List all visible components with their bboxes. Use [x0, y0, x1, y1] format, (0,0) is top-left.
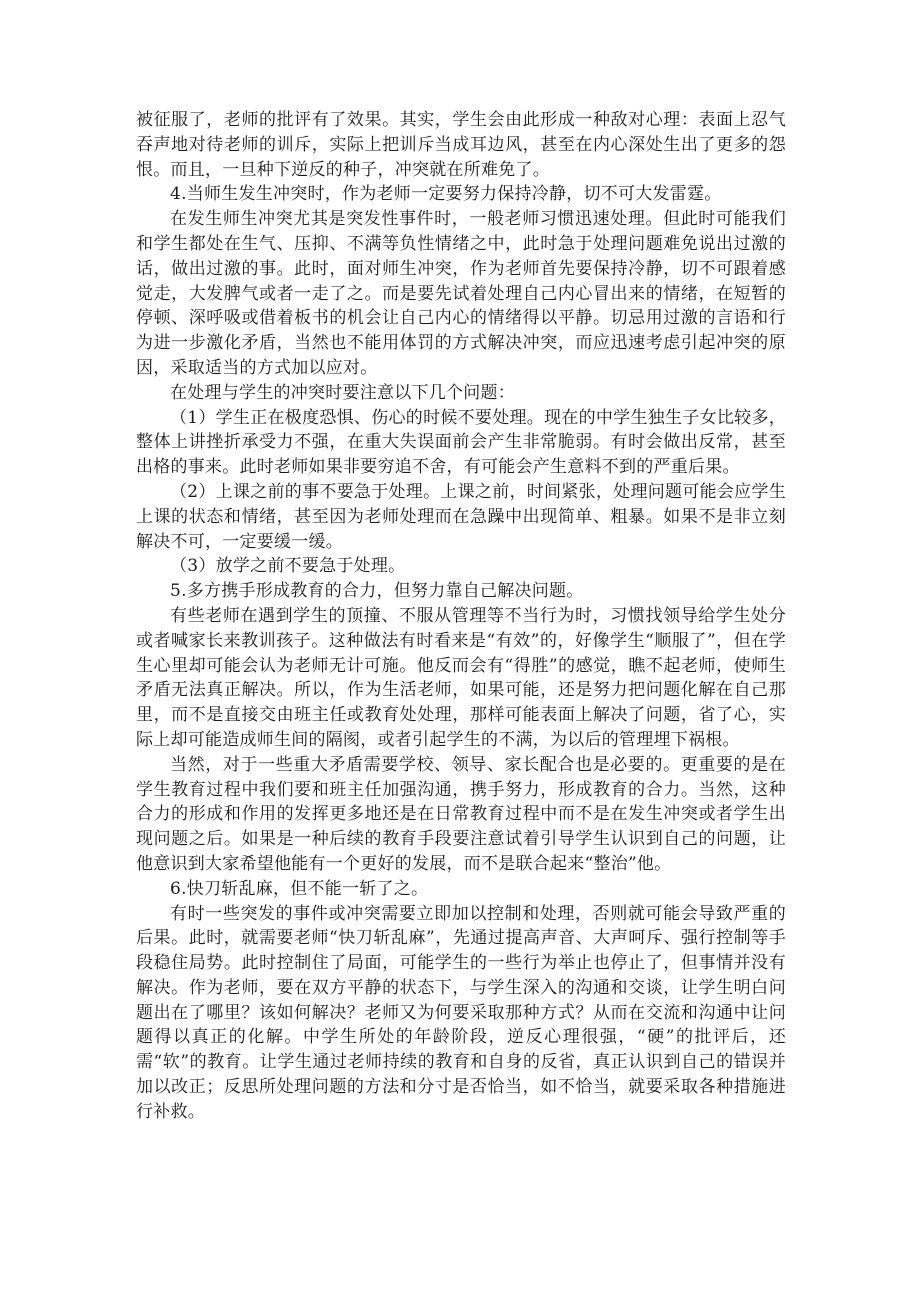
list-item-3: （3）放学之前不要急于处理。	[170, 556, 406, 577]
section-heading-4: 4.当师生发生冲突时，作为老师一定要努力保持冷静，切不可大发雷霆。	[170, 184, 722, 205]
section-heading-5: 5.多方携手形成教育的合力，但努力靠自己解决问题。	[170, 581, 584, 602]
list-item-2: （2）上课之前的事不要急于处理。上课之前，时间紧张，处理问题可能会应学生上课的状态和情绪，甚至因为老师处理而在急躁中出现简单、粗暴。如果不是非立刻解决不可，一定要缓一缓。	[136, 481, 786, 552]
paragraph: 有时一些突发的事件或冲突需要立即加以控制和处理，否则就可能会导致严重的后果。此时，就需要老师“快刀斩乱麻”，先通过提高声音、大声呵斥、强行控制等手段稳住局势。此时控制住了局面，可能学生的一些行为举止也停止了，但事情并没有解决。作为老师，要在双方平静的状态下，与学生深入的沟通和交谈，让学生明白问题出在了哪里？该如何解决？老师又为何要采取那种方式？从而在交流和沟通中让问题得以真正的化解。中学生所处的年龄阶段，逆反心理很强，“硬”的批评后，还需“软”的教育。让学生通过老师持续的教育和自身的反省，真正认识到自己的错误并加以改正；反思所处理问题的方法和分寸是否恰当，如不恰当，就要采取各种措施进行补救。	[136, 903, 786, 1122]
paragraph-continuation: 被征服了，老师的批评有了效果。其实，学生会由此形成一种敌对心理：表面上忍气吞声地对待老师的训斥，实际上把训斥当成耳边风，甚至在内心深处生出了更多的怨恨。而且，一旦种下逆反的种子，冲突就在所难免了。	[136, 110, 786, 180]
document-body	[136, 108, 786, 1125]
paragraph: 在发生师生冲突尤其是突发性事件时，一般老师习惯迅速处理。但此时可能我们和学生都处在生气、压抑、不满等负性情绪之中，此时急于处理问题难免说出过激的话，做出过激的事。此时，面对师生冲突，作为老师首先要保持冷静，切不可跟着感觉走，大发脾气或者一走了之。而是要先试着处理自己内心冒出来的情绪，在短暂的停顿、深呼吸或借着板书的机会让自己内心的情绪得以平静。切忌用过激的言语和行为进一步激化矛盾，当然也不能用体罚的方式解决冲突，而应迅速考虑引起冲突的原因，采取适当的方式加以应对。	[136, 209, 786, 378]
list-item-1: （1）学生正在极度恐惧、伤心的时候不要处理。现在的中学生独生子女比较多，整体上讲挫折承受力不强，在重大失误面前会产生非常脆弱。有时会做出反常，甚至出格的事来。此时老师如果非要穷追不舍，有可能会产生意料不到的严重后果。	[136, 407, 786, 478]
section-heading-6: 6.快刀斩乱麻，但不能一斩了之。	[170, 878, 429, 899]
paragraph: 在处理与学生的冲突时要注意以下几个问题：	[170, 382, 515, 403]
paragraph: 有些老师在遇到学生的顶撞、不服从管理等不当行为时，习惯找领导给学生处分或者喊家长来教训孩子。这种做法有时看来是“有效”的，好像学生“顺服了”，但在学生心里却可能会认为老师无计可施。他反而会有“得胜”的感觉，瞧不起老师，使师生矛盾无法真正解决。所以，作为生活老师，如果可能，还是努力把问题化解在自己那里，而不是直接交由班主任或教育处处理，那样可能表面上解决了问题，省了心，实际上却可能造成师生间的隔阂，或者引起学生的不满，为以后的管理埋下祸根。	[136, 605, 786, 750]
paragraph: 当然，对于一些重大矛盾需要学校、领导、家长配合也是必要的。更重要的是在学生教育过程中我们要和班主任加强沟通，携手努力，形成教育的合力。当然，这种合力的形成和作用的发挥更多地还是在日常教育过程中而不是在发生冲突或者学生出现问题之后。如果是一种后续的教育手段要注意试着引导学生认识到自己的问题，让他意识到大家希望他能有一个更好的发展，而不是联合起来“整治”他。	[136, 754, 786, 874]
